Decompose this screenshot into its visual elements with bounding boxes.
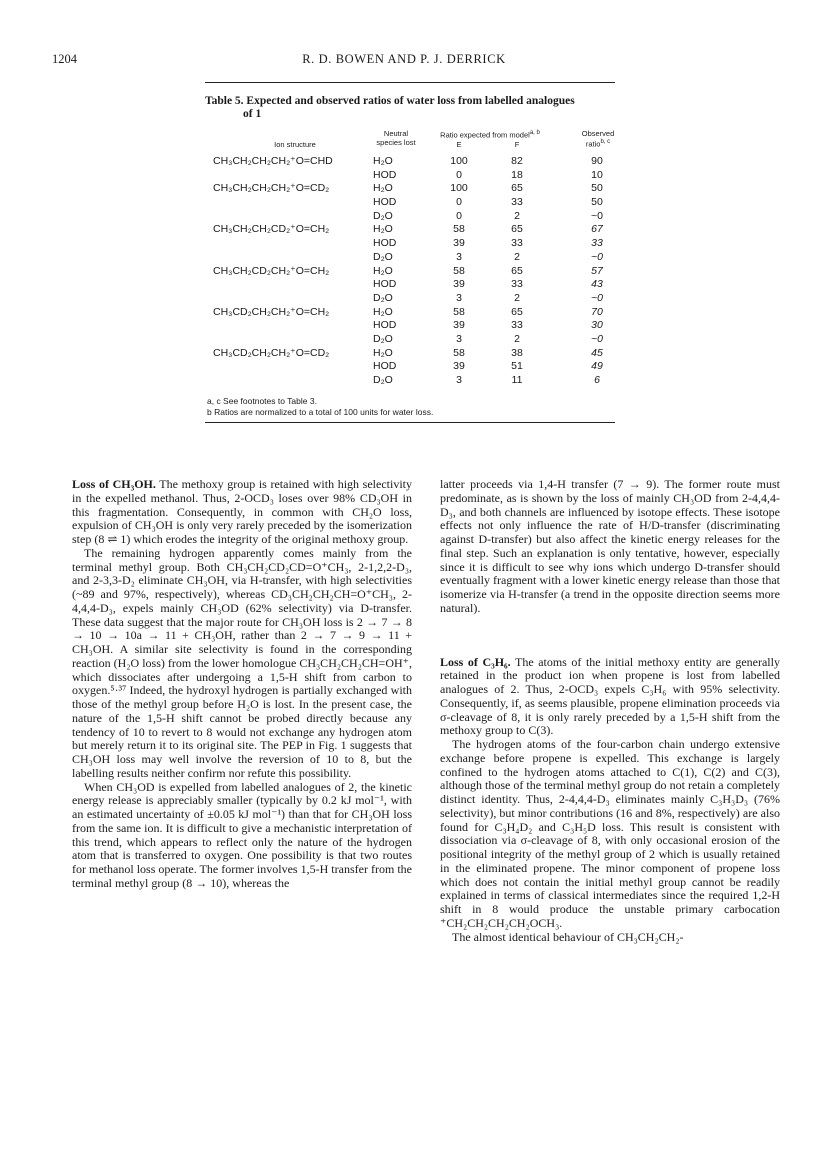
table-row (205, 182, 615, 196)
neutral-species-cell: H₂O (373, 223, 393, 236)
neutral-species-cell: D₂O (373, 374, 393, 386)
table-row (205, 292, 615, 306)
table-row (205, 306, 615, 320)
table-row (205, 169, 615, 183)
expected-f-cell: 18 (511, 168, 523, 181)
expected-f-cell: 51 (511, 360, 523, 373)
table-row (205, 319, 615, 333)
table-caption (205, 95, 615, 121)
neutral-species-cell: D₂O (373, 250, 393, 263)
paragraph: The hydrogen atoms of the four-carbon chain undergo extensive exchange before propene is expelled. This exchange is largely confined to the hydrogen atoms attached to C(1), C(2) and C(3), although those of the terminal methyl group do not retain a completely distinct identity. Thus, 2-4,4,4-D₃ eliminates mainly C₃H₃D₃ (76% selectivity), but minor contributions (16 and 8%, respectively) are also found for C₃H₄D₂ and C₃H₅D loss. This result is consistent with dissociation via σ-cleavage of 8, with only occasional erosion of the positional integrity of the methyl group of 2 which is usually retained in the eliminated propene. The minor component of propene loss which does not contain the initial methyl group cannot be readily explained in terms of classical intermediates since the required 1,2-H shift in 8 would produce the unstable primary carbocation ⁺CH₂CH₂CH₂CH₂OCH₃. (440, 737, 780, 930)
expected-e-cell: 58 (453, 305, 465, 318)
paragraph: When CH₃OD is expelled from labelled analogues of 2, the kinetic energy release is appreciably smaller (typically by 0.2 kJ mol⁻¹, with an estimated uncertainty of ±0.05 kJ mol⁻¹) than that for CH₃OH loss from the same ion. It is difficult to give a mechanistic interpretation of this trend, which appears to reflect only the nature of the hydrogen atom that is transferred to oxygen. One possibility is that two routes for methanol loss operate. The former involves 1,5-H transfer from the terminal methyl group (8 → 10), whereas the (72, 779, 412, 890)
ion-structure-cell: CH₃CH₂CH₂CH₂⁺O=CD₂ (213, 182, 330, 195)
observed-cell: 30 (591, 319, 603, 332)
expected-f-cell: 33 (511, 196, 523, 209)
expected-e-cell: 100 (450, 155, 468, 167)
table-row (205, 251, 615, 265)
ion-structure-cell: CH₃CD₂CH₂CH₂⁺O=CH₂ (213, 305, 330, 318)
observed-cell: 90 (591, 155, 603, 167)
neutral-species-cell: HOD (373, 196, 397, 209)
paragraph-text: The methoxy group is retained with high selectivity in the expelled methanol. Thus, 2-OCD₃ loses over 98% CD₃OH in this fragmentation. Consequently, in common with CH₂O loss, expulsion of CH₃OH is only very rarely preceded by the isomerization step (8 ⇌ 1) which erodes the integrity of the original methoxy group. (72, 477, 412, 546)
expected-f-cell: 11 (511, 374, 523, 386)
expected-f-cell: 2 (514, 209, 520, 222)
expected-f-cell: 33 (511, 237, 523, 250)
observed-cell: 43 (591, 278, 603, 291)
header-expected (425, 129, 555, 140)
expected-f-cell: 82 (511, 155, 523, 167)
header-col-f: F (514, 140, 520, 149)
observed-cell: 6 (594, 374, 600, 386)
paragraph: latter proceeds via 1,4-H transfer (7 → 9). The former route must predominate, as is shown by the loss of mainly CH₃OD from 2-4,4,4-D₃, and both channels are influenced by isotope effects. These isotope effects not only influence the rate of H/D-transfer (discriminating against D-transfer) but also affect the kinetic energy releases for the final step. Such an explanation is only tentative, however, especially since it is difficult to see why ions which undergo D-transfer should eventually fragment with a lower kinetic energy release than those that isomerize via H-transfer (a trend in the opposite direction seems more natural). (440, 477, 780, 615)
observed-cell: 49 (591, 360, 603, 373)
header-observed-line-2: ratio (585, 139, 601, 149)
neutral-species-cell: H₂O (373, 182, 393, 195)
neutral-species-cell: D₂O (373, 291, 393, 304)
table-column-headers (205, 129, 615, 155)
paragraph-text: The atoms of the initial methoxy entity are generally retained in the product ion when propene is lost from labelled analogues of 2. Thus, 2-OCD₃ expels C₃H₆ with 95% selectivity. Consequently, if, as seems plausible, propene elimination proceeds via σ-cleavage of 8, it is only rarely preceded by a 1,5-H shift from the methoxy group to C(3). (440, 654, 780, 738)
table-row (205, 374, 615, 388)
table-row (205, 223, 615, 237)
table-row (205, 265, 615, 279)
paragraph (72, 478, 412, 547)
ion-structure-cell: CH₃CH₂CD₂CH₂⁺O=CH₂ (213, 264, 330, 277)
observed-cell: 10 (591, 168, 603, 181)
neutral-species-cell: HOD (373, 168, 397, 181)
paragraph: The almost identical behaviour of CH₃CH₂CH₂- (452, 929, 684, 944)
expected-e-cell: 100 (450, 182, 468, 195)
table-top-rule (205, 82, 615, 83)
neutral-species-cell: H₂O (373, 155, 393, 167)
expected-f-cell: 38 (511, 346, 523, 359)
observed-cell: 50 (591, 182, 603, 195)
expected-e-cell: 39 (453, 278, 465, 291)
neutral-species-cell: H₂O (373, 305, 393, 318)
expected-f-cell: 65 (511, 264, 523, 277)
table-row (205, 237, 615, 251)
expected-e-cell: 39 (453, 360, 465, 373)
section-heading-c3h6: Loss of C₃H₆. (440, 654, 511, 669)
expected-e-cell: 3 (456, 332, 462, 345)
neutral-species-cell: D₂O (373, 209, 393, 222)
section-heading-ch3oh: Loss of CH₃OH. (72, 477, 156, 491)
expected-e-cell: 3 (456, 250, 462, 263)
header-observed (563, 129, 633, 149)
expected-e-cell: 0 (456, 209, 462, 222)
ion-structure-cell: CH₃CH₂CH₂CH₂⁺O=CHD (213, 155, 333, 167)
running-authors: R. D. BOWEN AND P. J. DERRICK (302, 52, 506, 66)
page-number: 1204 (52, 52, 77, 66)
neutral-species-cell: HOD (373, 278, 397, 291)
header-observed-sup: b, c (600, 139, 611, 145)
expected-f-cell: 65 (511, 182, 523, 195)
expected-e-cell: 0 (456, 196, 462, 209)
neutral-species-cell: HOD (373, 319, 397, 332)
running-header (52, 52, 756, 72)
caption-line-1: Table 5. Expected and observed ratios of water loss from labelled analogues (205, 95, 575, 107)
observed-cell: ~0 (591, 209, 603, 222)
table-footnote-2: b Ratios are normalized to a total of 100 units for water loss. (207, 406, 434, 417)
paragraph: The remaining hydrogen apparently comes mainly from the terminal methyl group. Both CH₃CH₂CD₂CD=O⁺CH₃, 2-1,2,2-D₃, and 2-3,3-D₂ eliminate CH₃OH, via H-transfer, with high selectivities (~89 and 97%, respectively), whereas CD₃CH₂CH₂CH=O⁺CH₃, 2-4,4,4-D₃, expels mainly CH₃OD (62% selectivity) via D-transfer. These data suggest that the major route for CH₃OH loss is 2 → 7 → 8 → 10 → 10a → 11 + CH₃OH, rather than 2 → 7 → 9 → 11 + CH₃OH. A similar site selectivity is found in the corresponding reaction (H₂O loss) from the lower homologue CH₃CH₂CH₂CH=OH⁺, which dissociates after undergoing a 1,5-H shift from carbon to oxygen.⁵·³⁷ Indeed, the hydroxyl hydrogen is partially exchanged with those of the methyl group before H₂O is lost. In the present case, the nature of the 1,5-H shift cannot be probed directly because any tendency of 10 to revert to 8 would not exchange any hydrogen atom but merely return it to its original site. The PEP in Fig. 1 suggests that CH₃OH loss may well involve the reversion of 10 to 8, but the labelling results neither confirm nor refute this possibility. (72, 545, 412, 780)
header-neutral-line-2: species lost (376, 138, 416, 147)
observed-cell: ~0 (591, 250, 603, 263)
expected-e-cell: 58 (453, 223, 465, 236)
table-footnote-1: a, c See footnotes to Table 3. (207, 395, 317, 406)
expected-e-cell: 39 (453, 237, 465, 250)
expected-f-cell: 33 (511, 278, 523, 291)
caption-line-2: of 1 (243, 108, 262, 120)
paragraph (440, 656, 780, 739)
table-bottom-rule (205, 422, 615, 423)
table-5 (205, 82, 615, 423)
neutral-species-cell: H₂O (373, 264, 393, 277)
table-row (205, 347, 615, 361)
table-footnotes (205, 396, 615, 418)
expected-f-cell: 2 (514, 291, 520, 304)
neutral-species-cell: H₂O (373, 346, 393, 359)
header-expected-sup: a, b (529, 130, 540, 136)
expected-f-cell: 2 (514, 332, 520, 345)
table-row (205, 210, 615, 224)
header-expected-line-1: Ratio expected from model (440, 130, 530, 140)
section-gap (440, 616, 780, 656)
expected-e-cell: 3 (456, 291, 462, 304)
neutral-species-cell: D₂O (373, 332, 393, 345)
observed-cell: 67 (591, 223, 603, 236)
ion-structure-cell: CH₃CD₂CH₂CH₂⁺O=CD₂ (213, 346, 330, 359)
neutral-species-cell: HOD (373, 360, 397, 373)
neutral-species-cell: HOD (373, 237, 397, 250)
header-col-e: E (456, 140, 462, 149)
ion-structure-cell: CH₃CH₂CH₂CD₂⁺O=CH₂ (213, 223, 330, 236)
expected-f-cell: 65 (511, 223, 523, 236)
header-neutral (361, 129, 431, 147)
header-observed-line-1: Observed (581, 129, 615, 138)
expected-e-cell: 58 (453, 264, 465, 277)
table-row (205, 360, 615, 374)
observed-cell: 33 (591, 237, 603, 250)
expected-e-cell: 0 (456, 168, 462, 181)
header-neutral-line-1: Neutral (383, 129, 409, 138)
expected-f-cell: 2 (514, 250, 520, 263)
table-body (205, 155, 615, 388)
observed-cell: 50 (591, 196, 603, 209)
expected-e-cell: 39 (453, 319, 465, 332)
left-column (72, 478, 412, 891)
table-row (205, 196, 615, 210)
table-row (205, 333, 615, 347)
observed-cell: 57 (591, 264, 603, 277)
right-column (440, 478, 780, 944)
table-row (205, 155, 615, 169)
observed-cell: ~0 (591, 291, 603, 304)
expected-f-cell: 65 (511, 305, 523, 318)
observed-cell: 45 (591, 346, 603, 359)
expected-f-cell: 33 (511, 319, 523, 332)
expected-e-cell: 58 (453, 346, 465, 359)
observed-cell: ~0 (591, 332, 603, 345)
table-row (205, 278, 615, 292)
expected-e-cell: 3 (456, 374, 462, 386)
header-ion-structure: Ion structure (274, 140, 316, 149)
observed-cell: 70 (591, 305, 603, 318)
